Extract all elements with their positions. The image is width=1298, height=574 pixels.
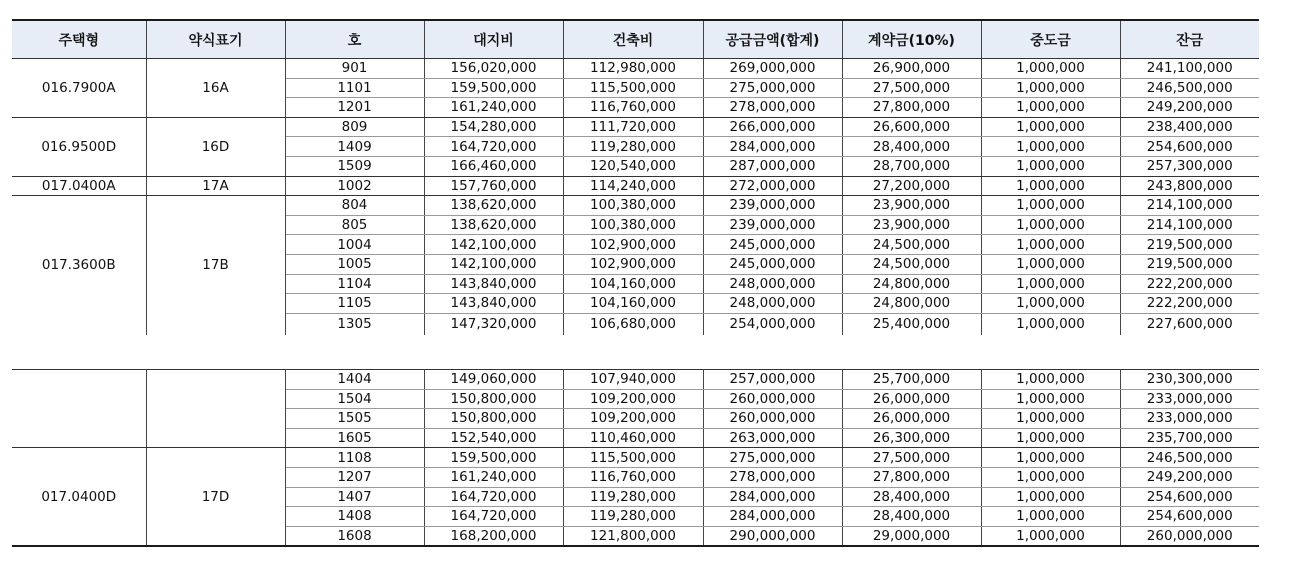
total-cell: 239,000,000	[703, 215, 842, 235]
middle-cell: 1,000,000	[981, 487, 1120, 507]
deposit-cell: 27,800,000	[842, 467, 981, 487]
land-cell: 161,240,000	[424, 98, 563, 118]
balance-cell: 222,200,000	[1120, 294, 1259, 314]
build-cell: 121,800,000	[563, 526, 703, 546]
balance-cell: 238,400,000	[1120, 117, 1259, 137]
build-cell: 119,280,000	[563, 487, 703, 507]
middle-cell: 1,000,000	[981, 254, 1120, 274]
build-cell: 106,680,000	[563, 313, 703, 335]
middle-cell: 1,000,000	[981, 428, 1120, 448]
total-cell: 287,000,000	[703, 156, 842, 176]
balance-cell: 254,600,000	[1120, 137, 1259, 157]
build-cell: 114,240,000	[563, 176, 703, 196]
total-cell: 278,000,000	[703, 98, 842, 118]
deposit-cell: 25,400,000	[842, 313, 981, 335]
housing-type-cell	[12, 370, 146, 448]
middle-cell: 1,000,000	[981, 78, 1120, 98]
balance-cell: 257,300,000	[1120, 156, 1259, 176]
balance-cell: 235,700,000	[1120, 428, 1259, 448]
unit-cell: 805	[285, 215, 424, 235]
land-cell: 164,720,000	[424, 137, 563, 157]
total-cell: 272,000,000	[703, 176, 842, 196]
total-cell: 263,000,000	[703, 428, 842, 448]
total-cell: 275,000,000	[703, 448, 842, 468]
land-cell: 156,020,000	[424, 59, 563, 79]
build-cell: 110,460,000	[563, 428, 703, 448]
middle-cell: 1,000,000	[981, 59, 1120, 79]
land-cell: 147,320,000	[424, 313, 563, 335]
balance-cell: 222,200,000	[1120, 274, 1259, 294]
total-cell: 290,000,000	[703, 526, 842, 546]
table-row	[12, 370, 1259, 390]
build-cell: 104,160,000	[563, 274, 703, 294]
build-cell: 104,160,000	[563, 294, 703, 314]
middle-cell: 1,000,000	[981, 370, 1120, 390]
abbr-cell	[146, 370, 285, 448]
table-row	[12, 448, 1259, 468]
header-cell-middle: 중도금	[981, 20, 1120, 59]
header-cell-unit: 호	[285, 20, 424, 59]
deposit-cell: 24,800,000	[842, 274, 981, 294]
build-cell: 112,980,000	[563, 59, 703, 79]
header-cell-type: 주택형	[12, 20, 146, 59]
total-cell: 266,000,000	[703, 117, 842, 137]
middle-cell: 1,000,000	[981, 274, 1120, 294]
land-cell: 142,100,000	[424, 254, 563, 274]
deposit-cell: 24,500,000	[842, 254, 981, 274]
total-cell: 245,000,000	[703, 254, 842, 274]
deposit-cell: 29,000,000	[842, 526, 981, 546]
middle-cell: 1,000,000	[981, 409, 1120, 429]
deposit-cell: 23,900,000	[842, 196, 981, 216]
unit-cell: 1105	[285, 294, 424, 314]
balance-cell: 227,600,000	[1146, 316, 1233, 333]
middle-cell: 1,000,000	[981, 294, 1120, 314]
unit-cell: 1104	[285, 274, 424, 294]
unit-cell: 1409	[285, 137, 424, 157]
header-cell-abbr: 약식표기	[146, 20, 285, 59]
deposit-cell: 28,400,000	[842, 507, 981, 527]
table-row	[12, 196, 1259, 216]
unit-cell: 804	[285, 196, 424, 216]
balance-cell: 249,200,000	[1120, 467, 1259, 487]
deposit-cell: 27,200,000	[842, 176, 981, 196]
deposit-cell: 28,700,000	[842, 156, 981, 176]
housing-type-cell: 017.0400D	[12, 448, 146, 546]
balance-cell: 243,800,000	[1120, 176, 1259, 196]
middle-cell: 1,000,000	[981, 507, 1120, 527]
total-cell: 284,000,000	[703, 487, 842, 507]
middle-cell: 1,000,000	[981, 215, 1120, 235]
land-cell: 159,500,000	[424, 78, 563, 98]
balance-cell: 219,500,000	[1120, 254, 1259, 274]
total-cell: 278,000,000	[703, 467, 842, 487]
build-cell: 100,380,000	[563, 196, 703, 216]
middle-cell: 1,000,000	[981, 176, 1120, 196]
balance-cell: 230,300,000	[1120, 370, 1259, 390]
total-cell: 239,000,000	[703, 196, 842, 216]
build-cell: 115,500,000	[563, 78, 703, 98]
total-cell: 260,000,000	[703, 409, 842, 429]
middle-cell: 1,000,000	[981, 156, 1120, 176]
unit-cell: 1505	[285, 409, 424, 429]
land-cell: 150,800,000	[424, 389, 563, 409]
land-cell: 157,760,000	[424, 176, 563, 196]
deposit-cell: 26,000,000	[842, 409, 981, 429]
unit-cell: 809	[285, 117, 424, 137]
middle-cell: 1,000,000	[981, 467, 1120, 487]
middle-cell: 1,000,000	[981, 526, 1120, 546]
unit-cell: 1404	[285, 370, 424, 390]
middle-cell: 1,000,000	[981, 137, 1120, 157]
price-table-part1	[12, 19, 1259, 335]
table-row	[12, 117, 1259, 137]
balance-cell: 241,100,000	[1120, 59, 1259, 79]
total-cell: 254,000,000	[703, 313, 842, 335]
middle-cell: 1,000,000	[981, 313, 1120, 335]
unit-cell: 1605	[285, 428, 424, 448]
middle-cell: 1,000,000	[981, 98, 1120, 118]
unit-cell: 1207	[285, 467, 424, 487]
deposit-cell: 26,600,000	[842, 117, 981, 137]
balance-cell: 254,600,000	[1120, 487, 1259, 507]
header-cell-balance: 잔금	[1120, 20, 1259, 59]
build-cell: 102,900,000	[563, 235, 703, 255]
middle-cell: 1,000,000	[981, 389, 1120, 409]
price-table-part2	[12, 369, 1259, 547]
header-cell-land: 대지비	[424, 20, 563, 59]
balance-cell: 219,500,000	[1120, 235, 1259, 255]
build-cell: 111,720,000	[563, 117, 703, 137]
land-cell: 143,840,000	[424, 294, 563, 314]
balance-cell: 246,500,000	[1120, 78, 1259, 98]
unit-cell: 1201	[285, 98, 424, 118]
deposit-cell: 26,000,000	[842, 389, 981, 409]
total-cell: 248,000,000	[703, 274, 842, 294]
land-cell: 142,100,000	[424, 235, 563, 255]
build-cell: 109,200,000	[563, 389, 703, 409]
deposit-cell: 27,800,000	[842, 98, 981, 118]
balance-cell: 214,100,000	[1120, 196, 1259, 216]
build-cell: 102,900,000	[563, 254, 703, 274]
build-cell: 115,500,000	[563, 448, 703, 468]
total-cell: 269,000,000	[703, 59, 842, 79]
balance-cell: 254,600,000	[1120, 507, 1259, 527]
housing-type-cell: 016.9500D	[12, 117, 146, 176]
balance-cell: 249,200,000	[1120, 98, 1259, 118]
deposit-cell: 24,800,000	[842, 294, 981, 314]
abbr-cell: 17B	[146, 196, 285, 335]
abbr-cell: 16A	[146, 59, 285, 118]
unit-cell: 1504	[285, 389, 424, 409]
deposit-cell: 27,500,000	[842, 78, 981, 98]
build-cell: 116,760,000	[563, 98, 703, 118]
total-cell: 284,000,000	[703, 137, 842, 157]
land-cell: 149,060,000	[424, 370, 563, 390]
middle-cell: 1,000,000	[981, 117, 1120, 137]
land-cell: 168,200,000	[424, 526, 563, 546]
total-cell: 275,000,000	[703, 78, 842, 98]
build-cell: 109,200,000	[563, 409, 703, 429]
deposit-cell: 24,500,000	[842, 235, 981, 255]
total-cell: 284,000,000	[703, 507, 842, 527]
housing-type-cell: 017.0400A	[12, 176, 146, 196]
unit-cell: 901	[285, 59, 424, 79]
balance-cell: 233,000,000	[1120, 409, 1259, 429]
build-cell: 107,940,000	[563, 370, 703, 390]
build-cell: 100,380,000	[563, 215, 703, 235]
land-cell: 143,840,000	[424, 274, 563, 294]
deposit-cell: 25,700,000	[842, 370, 981, 390]
middle-cell: 1,000,000	[981, 196, 1120, 216]
header-cell-total: 공급금액(합계)	[703, 20, 842, 59]
build-cell: 119,280,000	[563, 137, 703, 157]
total-cell: 260,000,000	[703, 389, 842, 409]
total-cell: 248,000,000	[703, 294, 842, 314]
unit-cell: 1005	[285, 254, 424, 274]
land-cell: 138,620,000	[424, 215, 563, 235]
land-cell: 164,720,000	[424, 507, 563, 527]
header-row	[12, 20, 1259, 59]
unit-cell: 1108	[285, 448, 424, 468]
build-cell: 120,540,000	[563, 156, 703, 176]
deposit-cell: 27,500,000	[842, 448, 981, 468]
total-cell: 245,000,000	[703, 235, 842, 255]
header-cell-deposit: 계약금(10%)	[842, 20, 981, 59]
land-cell: 150,800,000	[424, 409, 563, 429]
deposit-cell: 28,400,000	[842, 487, 981, 507]
abbr-cell: 16D	[146, 117, 285, 176]
header-cell-build: 건축비	[563, 20, 703, 59]
land-cell: 152,540,000	[424, 428, 563, 448]
abbr-cell: 17A	[146, 176, 285, 196]
unit-cell: 1002	[285, 176, 424, 196]
build-cell: 119,280,000	[563, 507, 703, 527]
land-cell: 164,720,000	[424, 487, 563, 507]
unit-cell: 1101	[285, 78, 424, 98]
total-cell: 257,000,000	[703, 370, 842, 390]
land-cell: 159,500,000	[424, 448, 563, 468]
unit-cell: 1305	[285, 313, 424, 335]
deposit-cell: 28,400,000	[842, 137, 981, 157]
unit-cell: 1608	[285, 526, 424, 546]
balance-cell: 246,500,000	[1120, 448, 1259, 468]
abbr-cell: 17D	[146, 448, 285, 546]
housing-type-cell: 017.3600B	[12, 196, 146, 335]
unit-cell: 1408	[285, 507, 424, 527]
land-cell: 154,280,000	[424, 117, 563, 137]
unit-cell: 1004	[285, 235, 424, 255]
balance-cell: 214,100,000	[1120, 215, 1259, 235]
balance-cell: 233,000,000	[1120, 389, 1259, 409]
table-row	[12, 59, 1259, 79]
land-cell: 138,620,000	[424, 196, 563, 216]
housing-type-cell: 016.7900A	[12, 59, 146, 118]
middle-cell: 1,000,000	[981, 235, 1120, 255]
deposit-cell: 26,900,000	[842, 59, 981, 79]
deposit-cell: 23,900,000	[842, 215, 981, 235]
build-cell: 116,760,000	[563, 467, 703, 487]
unit-cell: 1509	[285, 156, 424, 176]
table-row	[12, 176, 1259, 196]
land-cell: 161,240,000	[424, 467, 563, 487]
land-cell: 166,460,000	[424, 156, 563, 176]
unit-cell: 1407	[285, 487, 424, 507]
deposit-cell: 26,300,000	[842, 428, 981, 448]
balance-cell: 260,000,000	[1120, 526, 1259, 546]
middle-cell: 1,000,000	[981, 448, 1120, 468]
